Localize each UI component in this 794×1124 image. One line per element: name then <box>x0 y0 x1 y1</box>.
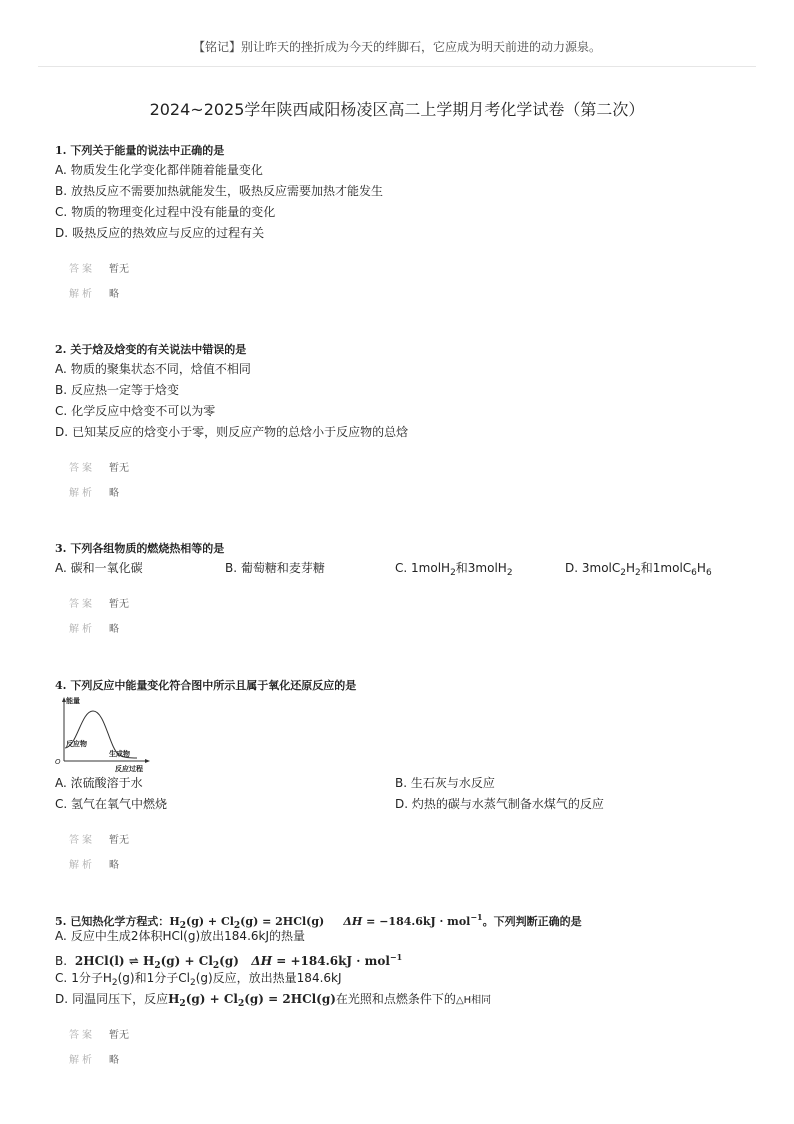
option-letter: A. <box>55 929 67 943</box>
option-text: (g)反应，放出热量184.6kJ <box>195 971 342 985</box>
option-a <box>55 773 143 794</box>
question-stem <box>55 908 755 931</box>
question-stem: 1. 下列关于能量的说法中正确的是 <box>55 144 225 157</box>
option-equation: 2HCl(l) ⇌ $H_2(g) + Cl_2(g) \Delta H = +184.6kJ \cdot mol^{-1}$ <box>74 952 403 971</box>
subscript: 6 <box>705 568 712 578</box>
subscript: 2 <box>635 568 641 578</box>
option-d <box>55 989 755 1010</box>
analysis-value: 略 <box>109 624 119 635</box>
option-d <box>395 794 604 815</box>
option-text: 吸热反应的热效应与反应的过程有关 <box>72 226 265 240</box>
option-a <box>55 558 143 579</box>
option-text: 同温同压下，反应 <box>72 992 169 1006</box>
question-3 <box>55 540 755 636</box>
answer-key: 答案 <box>69 264 95 275</box>
analysis-row <box>69 860 755 872</box>
option-letter: C. <box>55 404 68 418</box>
option-b <box>55 947 755 971</box>
option-b <box>55 181 755 202</box>
origin-label: O <box>55 758 61 766</box>
answer-key: 答案 <box>69 835 95 846</box>
option-text: 已知某反应的焓变小于零，则反应产物的总焓小于反应物的总焓 <box>72 425 409 439</box>
option-text: 碳和一氧化碳 <box>70 561 143 575</box>
thermo-equation: $H_2(g) + Cl_2(g) = 2HCl(g)$ ΔH = −184.6kJ · mol$^{-1}$ <box>169 912 483 931</box>
product-label: 生成物 <box>109 750 130 758</box>
option-letter: C. <box>395 561 408 575</box>
stem-suffix: 。下列判断正确的是 <box>482 915 582 928</box>
answer-key: 答案 <box>69 1030 95 1041</box>
formula-text: H <box>626 561 636 575</box>
options-row-2 <box>55 794 755 815</box>
page-title: 2024~2025学年陕西咸阳杨凌区高二上学期月考化学试卷（第二次） <box>149 100 645 119</box>
option-letter: B. <box>225 561 238 575</box>
analysis-key: 解析 <box>69 488 95 499</box>
subscript: 2 <box>189 978 196 988</box>
option-letter: C. <box>55 797 68 811</box>
formula-text: 1molH <box>411 561 451 575</box>
formula-text: 3molC <box>581 561 621 575</box>
answer-key: 答案 <box>69 599 95 610</box>
question-5 <box>55 908 755 1067</box>
option-letter: D. <box>55 425 69 439</box>
option-c <box>55 794 167 815</box>
option-text: 化学反应中焓变不可以为零 <box>71 404 216 418</box>
option-letter: A. <box>55 561 67 575</box>
option-d <box>55 223 755 244</box>
analysis-key: 解析 <box>69 860 95 871</box>
answer-row <box>69 599 755 611</box>
stem-prefix: 5. 已知热化学方程式： <box>55 915 170 928</box>
answer-value: 暂无 <box>109 835 129 846</box>
option-equation: $H_2(g) + Cl_2(g) = 2HCl(g)$ <box>168 992 336 1009</box>
option-text: 生石灰与水反应 <box>410 776 495 790</box>
option-text: 1分子H <box>71 971 112 985</box>
option-c <box>55 968 755 989</box>
option-text: (g)和1分子Cl <box>117 971 190 985</box>
option-c <box>55 202 755 223</box>
formula-text: 和1molC <box>640 561 692 575</box>
question-stem: 3. 下列各组物质的燃烧热相等的是 <box>55 542 225 555</box>
option-text: △H相同 <box>455 995 492 1006</box>
analysis-key: 解析 <box>69 1055 95 1066</box>
analysis-row <box>69 1055 755 1067</box>
option-letter: D. <box>55 226 69 240</box>
question-stem: 2. 关于焓及焓变的有关说法中错误的是 <box>55 343 247 356</box>
option-letter: C. <box>55 971 68 985</box>
option-b <box>395 773 495 794</box>
option-letter: D. <box>565 561 579 575</box>
option-letter: D. <box>395 797 409 811</box>
answer-value: 暂无 <box>109 463 129 474</box>
answer-row <box>69 1030 755 1042</box>
option-text: 反应热一定等于焓变 <box>71 383 180 397</box>
reactant-label: 反应物 <box>66 740 87 748</box>
analysis-row <box>69 488 755 500</box>
answer-row <box>69 264 755 276</box>
answer-key: 答案 <box>69 463 95 474</box>
analysis-value: 略 <box>109 1055 119 1066</box>
formula-text: 和3molH <box>455 561 507 575</box>
option-d <box>565 558 712 584</box>
option-text: 反应中生成2体积HCl(g)放出184.6kJ的热量 <box>70 929 306 943</box>
option-text: 氢气在氧气中燃烧 <box>71 797 168 811</box>
question-stem: 4. 下列反应中能量变化符合图中所示且属于氧化还原反应的是 <box>55 679 357 692</box>
analysis-key: 解析 <box>69 624 95 635</box>
option-letter: B. <box>55 184 68 198</box>
analysis-row <box>69 624 755 636</box>
option-letter: B. <box>55 383 68 397</box>
option-letter: A. <box>55 776 67 790</box>
option-text: 物质发生化学变化都伴随着能量变化 <box>70 163 263 177</box>
option-a <box>55 160 755 181</box>
answer-value: 暂无 <box>109 1030 129 1041</box>
option-letter: A. <box>55 163 67 177</box>
analysis-value: 略 <box>109 289 119 300</box>
options-row-1 <box>55 773 755 794</box>
energy-diagram <box>55 695 155 773</box>
option-b <box>55 380 755 401</box>
analysis-row <box>69 289 755 301</box>
option-letter: D. <box>55 992 69 1006</box>
option-text: 放热反应不需要加热就能发生，吸热反应需要加热才能发生 <box>71 184 384 198</box>
subscript: 2 <box>620 568 627 578</box>
option-letter: B. <box>395 776 408 790</box>
answer-value: 暂无 <box>109 264 129 275</box>
option-d <box>55 422 755 443</box>
answer-row <box>69 835 755 847</box>
option-letter: C. <box>55 205 68 219</box>
subscript: 2 <box>506 568 513 578</box>
option-text: 浓硫酸溶于水 <box>70 776 143 790</box>
option-text: 物质的聚集状态不同，焓值不相同 <box>70 362 251 376</box>
options-row <box>55 558 755 579</box>
option-a <box>55 926 755 947</box>
option-c <box>55 401 755 422</box>
option-b <box>225 558 325 579</box>
option-letter: B. <box>55 954 68 968</box>
analysis-value: 略 <box>109 488 119 499</box>
answer-row <box>69 463 755 475</box>
subscript: 6 <box>691 568 697 578</box>
question-4 <box>55 677 755 872</box>
subscript: 2 <box>111 978 118 988</box>
question-1 <box>55 142 755 301</box>
x-axis-arrow <box>145 759 150 763</box>
divider <box>38 66 756 67</box>
question-2 <box>55 341 755 500</box>
option-text: 灼热的碳与水蒸气制备水煤气的反应 <box>411 797 604 811</box>
answer-value: 暂无 <box>109 599 129 610</box>
x-axis-label: 反应过程 <box>115 765 143 773</box>
option-c <box>395 558 513 584</box>
motto: 【铭记】别让昨天的挫折成为今天的绊脚石，它应成为明天前进的动力源泉。 <box>192 40 601 54</box>
option-a <box>55 359 755 380</box>
option-text: 物质的物理变化过程中没有能量的变化 <box>71 205 276 219</box>
formula-text: H <box>696 561 706 575</box>
option-text: 在光照和点燃条件下的 <box>335 992 456 1006</box>
subscript: 2 <box>450 568 456 578</box>
analysis-value: 略 <box>109 860 119 871</box>
analysis-key: 解析 <box>69 289 95 300</box>
option-letter: A. <box>55 362 67 376</box>
option-text: 葡萄糖和麦芽糖 <box>240 561 325 575</box>
y-axis-label: 能量 <box>66 697 80 705</box>
